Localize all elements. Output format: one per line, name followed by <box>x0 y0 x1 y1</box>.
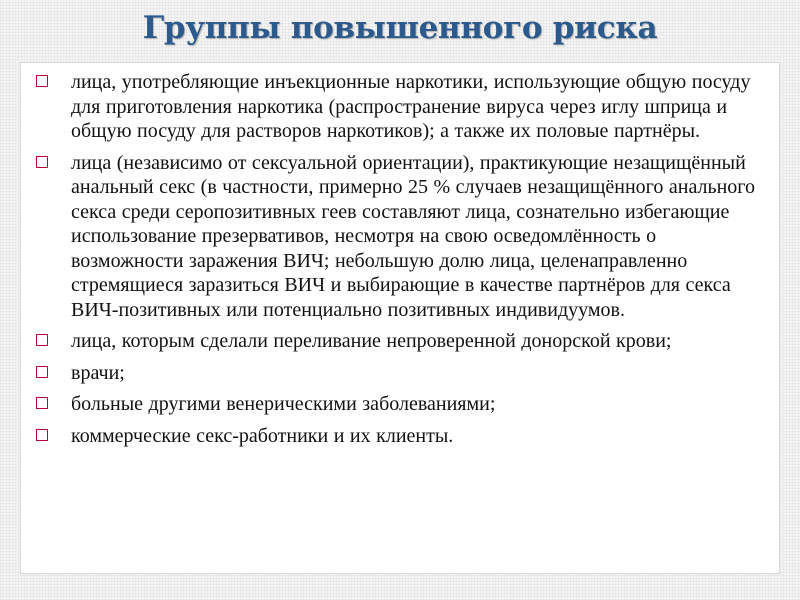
hollow-square-bullet-icon <box>36 334 48 346</box>
list-item <box>33 424 773 449</box>
list-item-text: лица (независимо от сексуальной ориентации), практикующие незащищённый анальный секс (в частности, примерно 25 % случаев незащищённого анального секса среди серопозитивных геев составляют лица, сознательно избегающие использование презервативов, несмотря на свою осведомлённость о возможности заражения ВИЧ; небольшую долю лица, целенаправленно стремящиеся заразиться ВИЧ и выбирающие в качестве партнёров для секса ВИЧ-позитивных или потенциально позитивных индивидуумов. <box>71 151 756 321</box>
list-item <box>33 151 773 323</box>
slide-title: Группы повышенного риска <box>142 10 658 46</box>
list-item <box>33 361 773 386</box>
hollow-square-bullet-icon <box>36 156 48 168</box>
content-box <box>20 62 780 574</box>
list-item-text: лица, употребляющие инъекционные наркотики, использующие общую посуду для приготовления наркотика (распространение вируса через иглу шприца и общую посуду для растворов наркотиков); а также их половые партнёры. <box>71 71 751 142</box>
hollow-square-bullet-icon <box>36 75 48 87</box>
hollow-square-bullet-icon <box>36 429 48 441</box>
hollow-square-bullet-icon <box>36 366 48 378</box>
list-item <box>33 329 773 354</box>
hollow-square-bullet-icon <box>36 397 48 409</box>
bullet-list <box>21 63 779 448</box>
list-item-text: лица, которым сделали переливание непроверенной донорской крови; <box>71 330 672 352</box>
list-item-text: больные другими венерическими заболеваниями; <box>71 393 496 415</box>
list-item <box>33 392 773 417</box>
list-item-text: коммерческие секс-работники и их клиенты. <box>71 424 454 447</box>
list-item <box>33 70 773 144</box>
list-item-text: врачи; <box>71 361 125 384</box>
